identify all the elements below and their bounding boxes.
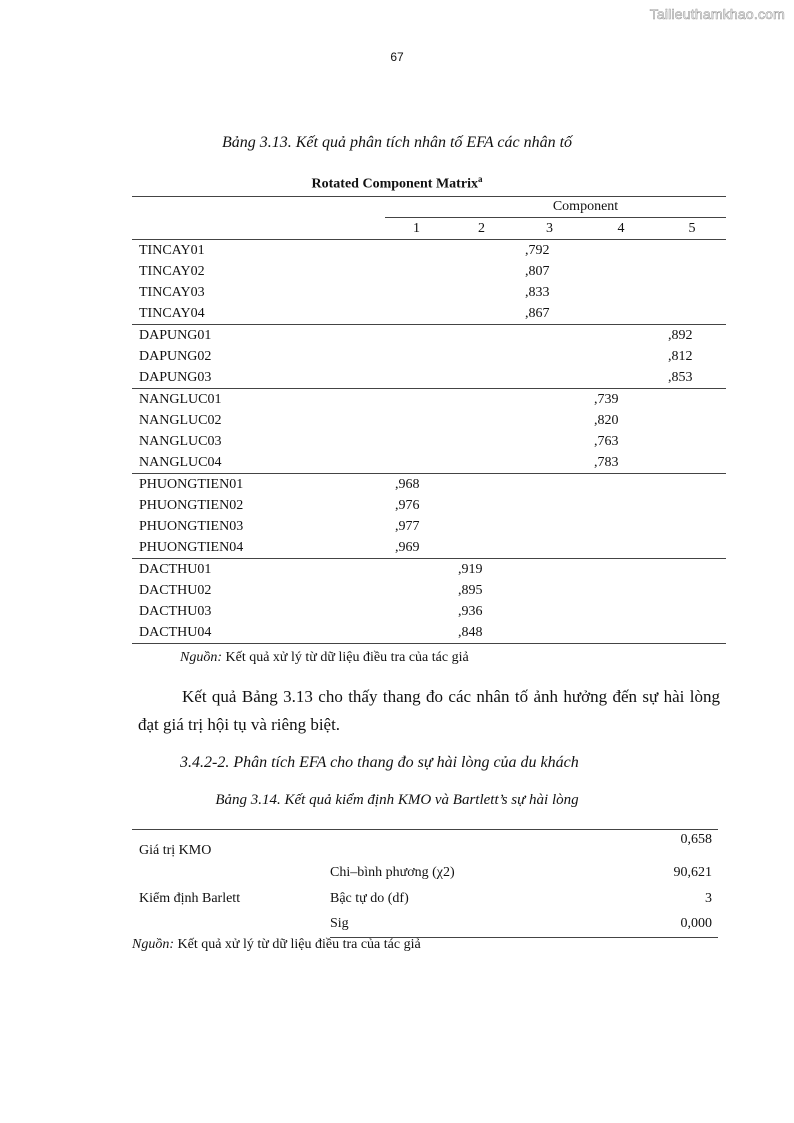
loading-value (385, 580, 448, 601)
loading-value (584, 559, 658, 581)
loading-value (658, 282, 726, 303)
table-row (132, 303, 726, 325)
body-paragraph (138, 683, 720, 739)
loading-value (448, 537, 515, 559)
loading-value: ,977 (395, 519, 420, 534)
loading-value (658, 431, 726, 452)
loading-value (584, 516, 658, 537)
table-row (132, 537, 726, 559)
table-row (132, 431, 726, 452)
loading-value (448, 367, 515, 389)
table-row (132, 282, 726, 303)
table-row (132, 325, 726, 347)
loading-value (448, 516, 515, 537)
loading-value (584, 601, 658, 622)
watermark: Tailieuthamkhao.com (649, 6, 785, 22)
kmo-bartlett-table (132, 829, 718, 938)
loading-value (584, 325, 658, 347)
loading-value (515, 537, 584, 559)
loading-value (515, 452, 584, 474)
loading-value (385, 367, 448, 389)
table-row (132, 410, 726, 431)
row-label: DACTHU01 (132, 559, 385, 581)
loading-value (658, 389, 726, 411)
table-row (132, 261, 726, 282)
sig-value: 0,000 (622, 912, 718, 938)
loading-value (658, 474, 726, 496)
loading-value (385, 389, 448, 411)
loading-value (448, 282, 515, 303)
loading-value (658, 580, 726, 601)
row-label: PHUONGTIEN04 (139, 540, 244, 555)
loading-value (658, 516, 726, 537)
table-row (132, 452, 726, 474)
loading-value (448, 346, 515, 367)
loading-value (385, 346, 448, 367)
loading-value (584, 346, 658, 367)
page-number: 67 (390, 50, 404, 64)
loading-value: ,892 (658, 325, 726, 347)
section-heading: 3.4.2-2. Phân tích EFA cho thang đo sự hài lòng của du khách (180, 754, 579, 771)
component-header: Component (385, 197, 726, 218)
loading-value (515, 325, 584, 347)
loading-value (584, 261, 658, 282)
loading-value (584, 303, 658, 325)
loading-value (448, 303, 515, 325)
loading-value (448, 389, 515, 411)
loading-value (515, 495, 584, 516)
table-row (132, 495, 726, 516)
table-3-13-source: Nguồn: Kết quả xử lý từ dữ liệu điều tra của tác giả (180, 650, 469, 665)
loading-value: ,976 (395, 498, 420, 513)
loading-value (448, 495, 515, 516)
loading-value (658, 452, 726, 474)
table-3-14-source: Nguồn: Kết quả xử lý từ dữ liệu điều tra của tác giả (132, 937, 421, 952)
bartlett-label: Kiểm định Barlett (139, 890, 241, 906)
loading-value: ,739 (584, 389, 658, 411)
loading-value (515, 601, 584, 622)
loading-value (385, 410, 448, 431)
component-number: 1 (413, 221, 420, 236)
loading-value: ,783 (594, 455, 619, 470)
loading-value: ,867 (525, 306, 550, 321)
loading-value (385, 303, 448, 325)
loading-value (584, 474, 658, 496)
loading-value (515, 346, 584, 367)
component-number: 2 (478, 221, 485, 236)
row-label: PHUONGTIEN01 (132, 474, 385, 496)
loading-value (658, 240, 726, 262)
loading-value (584, 367, 658, 389)
row-label: NANGLUC04 (139, 455, 222, 470)
loading-value (515, 431, 584, 452)
loading-value: ,919 (448, 559, 515, 581)
loading-value (658, 537, 726, 559)
loading-value (385, 261, 448, 282)
row-label: DACTHU04 (132, 622, 385, 644)
paragraph-line-2: đạt giá trị hội tụ và riêng biệt. (138, 715, 341, 734)
loading-value: ,763 (594, 434, 619, 449)
table-3-13-caption: Bảng 3.13. Kết quả phân tích nhân tố EFA các nhân tố (221, 134, 573, 151)
loading-value (515, 389, 584, 411)
loading-value (385, 240, 448, 262)
loading-value: ,848 (448, 622, 515, 644)
loading-value (584, 622, 658, 644)
title-superscript: a (477, 174, 483, 184)
rotated-component-matrix-title: Rotated Component Matrix$^a$ (311, 174, 483, 192)
loading-value: ,833 (525, 285, 550, 300)
loading-value (448, 240, 515, 262)
row-label: TINCAY03 (139, 285, 205, 300)
kmo-row (132, 830, 718, 860)
kmo-label: Giá trị KMO (132, 830, 330, 860)
header-row-numbers (132, 218, 726, 240)
table-3-14-caption: Bảng 3.14. Kết quả kiểm định KMO và Bartlett’s sự hài lòng (215, 792, 579, 808)
row-label: DACTHU02 (139, 583, 212, 598)
chi-value: 90,621 (673, 864, 712, 880)
row-label: NANGLUC01 (132, 389, 385, 411)
loading-value (385, 431, 448, 452)
row-label: NANGLUC02 (139, 413, 222, 428)
loading-value (515, 559, 584, 581)
row-label: DAPUNG02 (139, 349, 212, 364)
table-row (132, 601, 726, 622)
df-value: 3 (705, 890, 712, 906)
kmo-value: 0,658 (622, 830, 718, 860)
loading-value: ,936 (458, 604, 483, 619)
table-row (132, 474, 726, 496)
row-label: TINCAY02 (139, 264, 205, 279)
loading-value: ,820 (594, 413, 619, 428)
row-label: TINCAY01 (132, 240, 385, 262)
loading-value: ,969 (395, 540, 420, 555)
component-number: 4 (617, 221, 625, 236)
loading-value (515, 516, 584, 537)
row-label: DACTHU03 (139, 604, 212, 619)
loading-value (515, 474, 584, 496)
loading-value (448, 325, 515, 347)
row-label: PHUONGTIEN03 (139, 519, 244, 534)
loading-value (515, 410, 584, 431)
loading-value (448, 261, 515, 282)
row-label: NANGLUC03 (139, 434, 222, 449)
table-row (132, 346, 726, 367)
row-label: TINCAY04 (139, 306, 205, 321)
row-label: PHUONGTIEN02 (139, 498, 244, 513)
loading-value (658, 410, 726, 431)
component-number: 3 (546, 221, 553, 236)
row-label: DAPUNG03 (139, 370, 212, 385)
loading-value (658, 261, 726, 282)
loading-value: ,853 (668, 370, 693, 385)
loading-value (658, 559, 726, 581)
loading-value (448, 474, 515, 496)
table-row (132, 389, 726, 411)
loading-value (385, 325, 448, 347)
loading-value (584, 240, 658, 262)
loading-value (584, 537, 658, 559)
loading-value (385, 622, 448, 644)
table-row (132, 240, 726, 262)
rotated-component-matrix-table (132, 196, 726, 644)
loading-value: ,792 (515, 240, 584, 262)
table-row (132, 622, 726, 644)
loading-value (658, 601, 726, 622)
header-row-component (132, 197, 726, 218)
loading-value (584, 495, 658, 516)
table-row (132, 367, 726, 389)
paragraph-line-1: Kết quả Bảng 3.13 cho thấy thang đo các nhân tố ảnh hưởng đến sự hài lòng (182, 687, 720, 706)
table-row (132, 559, 726, 581)
loading-value (584, 580, 658, 601)
loading-value (385, 452, 448, 474)
df-label: Bậc tự do (df) (330, 890, 409, 906)
loading-value (385, 559, 448, 581)
loading-value (658, 495, 726, 516)
loading-value (658, 303, 726, 325)
table-row (132, 580, 726, 601)
loading-value (385, 601, 448, 622)
loading-value (515, 622, 584, 644)
loading-value: ,812 (668, 349, 693, 364)
loading-value (515, 367, 584, 389)
loading-value (385, 282, 448, 303)
loading-value (448, 410, 515, 431)
loading-value: ,895 (458, 583, 483, 598)
component-number: 5 (688, 221, 696, 236)
loading-value (584, 282, 658, 303)
loading-value (515, 580, 584, 601)
chi-label: Chi–bình phương (χ2) (330, 864, 455, 880)
loading-value (448, 431, 515, 452)
loading-value (658, 622, 726, 644)
chi-row (132, 860, 718, 886)
sig-label: Sig (330, 912, 622, 938)
loading-value: ,807 (525, 264, 550, 279)
table-row (132, 516, 726, 537)
row-label: DAPUNG01 (132, 325, 385, 347)
loading-value (448, 452, 515, 474)
loading-value: ,968 (385, 474, 448, 496)
